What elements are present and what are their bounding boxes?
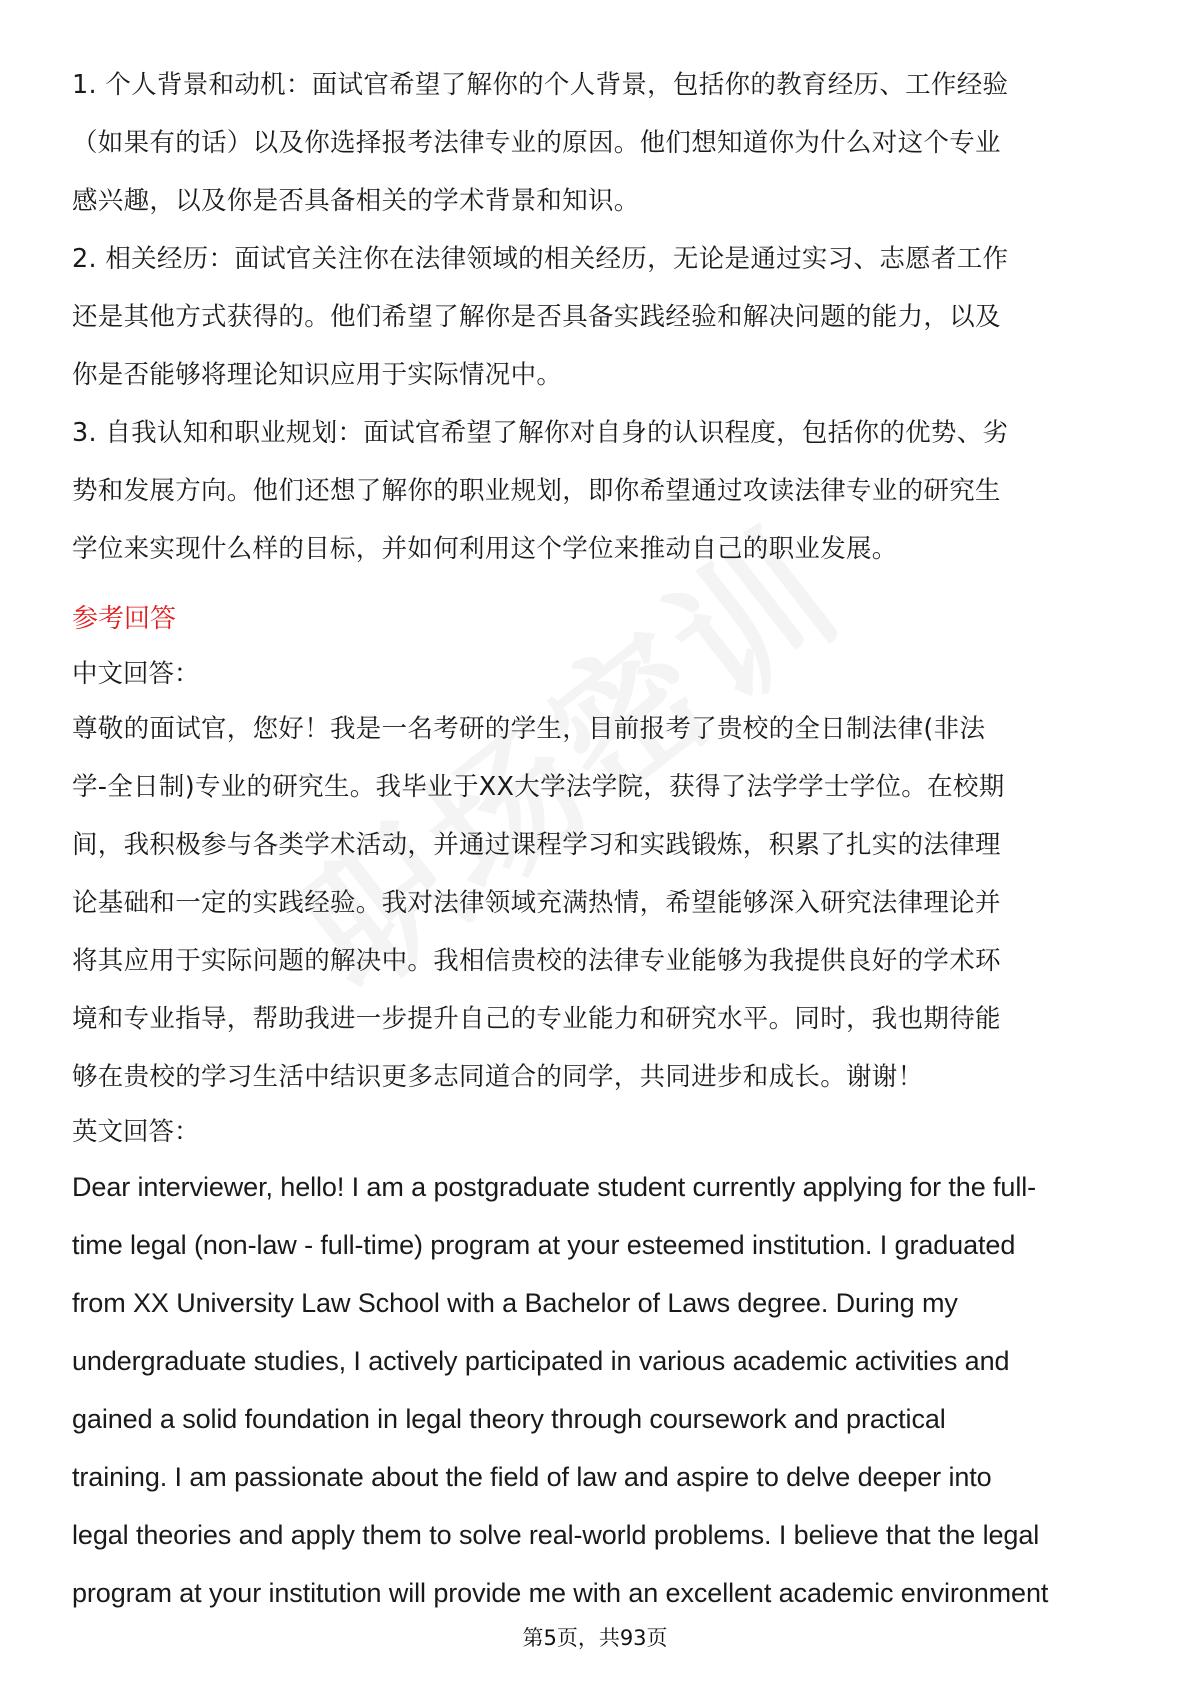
point-2-line-2: 还是其他方式获得的。他们希望了解你是否具备实践经验和解决问题的能力，以及 bbox=[72, 302, 1001, 332]
english-answer-line: legal theories and apply them to solve real-world problems. I believe that the legal bbox=[72, 1520, 1040, 1550]
english-answer bbox=[72, 1158, 1132, 1622]
chinese-answer-line: 将其应用于实际问题的解决中。我相信贵校的法律专业能够为我提供良好的学术环 bbox=[72, 946, 1001, 976]
point-1 bbox=[72, 56, 1132, 230]
point-1-line-1: 1. 个人背景和动机：面试官希望了解你的个人背景，包括你的教育经历、工作经验 bbox=[72, 70, 1009, 100]
point-3-line-2: 势和发展方向。他们还想了解你的职业规划，即你希望通过攻读法律专业的研究生 bbox=[72, 476, 1001, 506]
point-2 bbox=[72, 230, 1132, 404]
page-number-footer: 第5页，共93页 bbox=[522, 1626, 668, 1650]
point-3-line-1: 3. 自我认知和职业规划：面试官希望了解你对自身的认识程度，包括你的优势、劣 bbox=[72, 418, 1009, 448]
chinese-answer-line: 学-全日制)专业的研究生。我毕业于XX大学法学院，获得了法学学士学位。在校期 bbox=[72, 772, 1005, 802]
english-answer-label: 英文回答： bbox=[72, 1117, 200, 1147]
point-1-line-3: 感兴趣，以及你是否具备相关的学术背景和知识。 bbox=[72, 186, 640, 216]
chinese-answer-line: 间，我积极参与各类学术活动，并通过课程学习和实践锻炼，积累了扎实的法律理 bbox=[72, 830, 1001, 860]
reference-answer-heading: 参考回答 bbox=[72, 604, 177, 634]
chinese-answer-line: 境和专业指导，帮助我进一步提升自己的专业能力和研究水平。同时，我也期待能 bbox=[72, 1004, 1001, 1034]
point-3 bbox=[72, 404, 1132, 578]
point-1-line-2: （如果有的话）以及你选择报考法律专业的原因。他们想知道你为什么对这个专业 bbox=[72, 128, 1001, 158]
english-answer-line: from XX University Law School with a Bachelor of Laws degree. During my bbox=[72, 1288, 958, 1318]
english-answer-line: time legal (non-law - full-time) program at your esteemed institution. I graduated bbox=[72, 1230, 1016, 1260]
chinese-answer bbox=[72, 700, 1132, 1106]
chinese-answer-label: 中文回答： bbox=[72, 659, 200, 689]
english-answer-line: undergraduate studies, I actively participated in various academic activities and bbox=[72, 1346, 1010, 1376]
english-answer-line: gained a solid foundation in legal theory through coursework and practical bbox=[72, 1404, 946, 1434]
english-answer-line: training. I am passionate about the field of law and aspire to delve deeper into bbox=[72, 1462, 992, 1492]
document-page bbox=[72, 56, 1132, 1622]
chinese-answer-line: 论基础和一定的实践经验。我对法律领域充满热情，希望能够深入研究法律理论并 bbox=[72, 888, 1001, 918]
point-2-line-1: 2. 相关经历：面试官关注你在法律领域的相关经历，无论是通过实习、志愿者工作 bbox=[72, 244, 1009, 274]
point-3-line-3: 学位来实现什么样的目标，并如何利用这个学位来推动自己的职业发展。 bbox=[72, 534, 898, 564]
chinese-answer-line: 尊敬的面试官，您好！我是一名考研的学生，目前报考了贵校的全日制法律(非法 bbox=[72, 714, 986, 744]
point-2-line-3: 你是否能够将理论知识应用于实际情况中。 bbox=[72, 360, 563, 390]
chinese-answer-line: 够在贵校的学习生活中结识更多志同道合的同学，共同进步和成长。谢谢！ bbox=[72, 1062, 924, 1092]
english-answer-line: Dear interviewer, hello! I am a postgraduate student currently applying for the full- bbox=[72, 1172, 1037, 1202]
english-answer-line: program at your institution will provide me with an excellent academic environment bbox=[72, 1578, 1049, 1608]
